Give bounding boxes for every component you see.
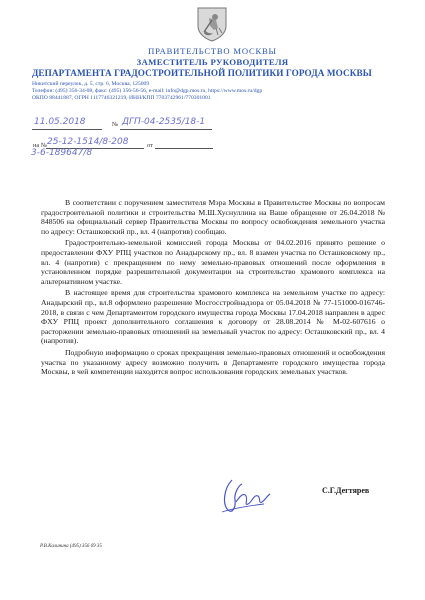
- paragraph-2: Градостроительно-земельной комиссией города Москвы от 04.02.2016 принято решение о предоставлении ФХУ РПЦ участков по Анадырскому пр., вл. 8 взамен участка по Осташковскому пр., вл. 4 (напротив) с прекращением по нему земельно-правовых отношений после оформления в установленном порядке разрешительной документации на строительство храмового комплекса на альтернативном участке.: [41, 238, 385, 286]
- number-prefix: №: [112, 121, 119, 128]
- paragraph-3: В настоящее время для строительства храмового комплекса на земельном участке по адресу: Анадырский пр., вл.8 оформлено разрешение Мосгосстройнадзора от 05.04.2018 № 77-151000-016746-2018, в связи с чем Департаментом городского имущества города Москвы 17.04.2018 направлен в адрес ФХУ РПЦ проект дополнительного соглашения к договору от 28.08.2014 № М-02-607616 о расторжении земельно-правовых отношений на земельный участок по адресу: Осташковский пр., вл. 4 (напротив).: [41, 288, 385, 346]
- paragraph-4: Подробную информацию о сроках прекращения земельно-правовых отношений и освобождения участка по указанному адресу возможно получить в Департаменте городского имущества города Москвы, в чей компетенции находится вопрос использования городских земельных участков.: [41, 347, 385, 377]
- handwritten-signature: [218, 474, 272, 516]
- department-address: Никитский переулок, д. 5, стр. 6, Москва, 125009: [32, 81, 150, 87]
- reference-date-underline: [155, 148, 213, 149]
- paragraph-1: В соответствии с поручением заместителя Мэра Москвы в Правительстве Москвы по вопросам градостроительной политики и строительства М.Ш.Хуснуллина на Ваше обращение от 26.04.2018 № 848506 на официальный сервер Правительства Москвы по вопросу освобождения земельного участка по адресу: Осташковский пр., вл. 4 (напротив) сообщаю.: [41, 198, 385, 236]
- department-contacts: Телефон: (495) 356-34-08, факс: (495) 356-56-56, e-mail: info@dgp.mos.ru, https://www.mos.ru/dgp: [32, 88, 263, 94]
- outgoing-number: ДГП-04-2535/18-1: [122, 117, 206, 127]
- department-title: ДЕПАРТАМЕНТА ГРАДОСТРОИТЕЛЬНОЙ ПОЛИТИКИ ГОРОДА МОСКВЫ: [32, 68, 372, 78]
- outgoing-date: 11.05.2018: [34, 117, 86, 127]
- executor-contact: Р.В.Калинина (495) 356 69 35: [40, 544, 102, 549]
- reference-number: 25-12-1514/8-208: [47, 137, 129, 147]
- reference-number-line2: 3-6-189647/8: [31, 148, 93, 158]
- signer-name: С.Г.Дегтярев: [322, 486, 370, 495]
- government-title: ПРАВИТЕЛЬСТВО МОСКВЫ: [148, 46, 277, 56]
- reference-from-label: от: [147, 142, 153, 149]
- deputy-head-title: ЗАМЕСТИТЕЛЬ РУКОВОДИТЕЛЯ: [136, 57, 289, 67]
- department-codes: ОКПО 88441887, ОГРН 1117746321219, ИНН/КПП 7703742961/770301001: [32, 95, 211, 101]
- date-underline: [32, 129, 102, 130]
- letter-body: [41, 198, 385, 379]
- moscow-coat-of-arms-icon: [196, 6, 228, 42]
- reference-prefix: на №: [33, 142, 47, 149]
- number-underline: [120, 129, 212, 130]
